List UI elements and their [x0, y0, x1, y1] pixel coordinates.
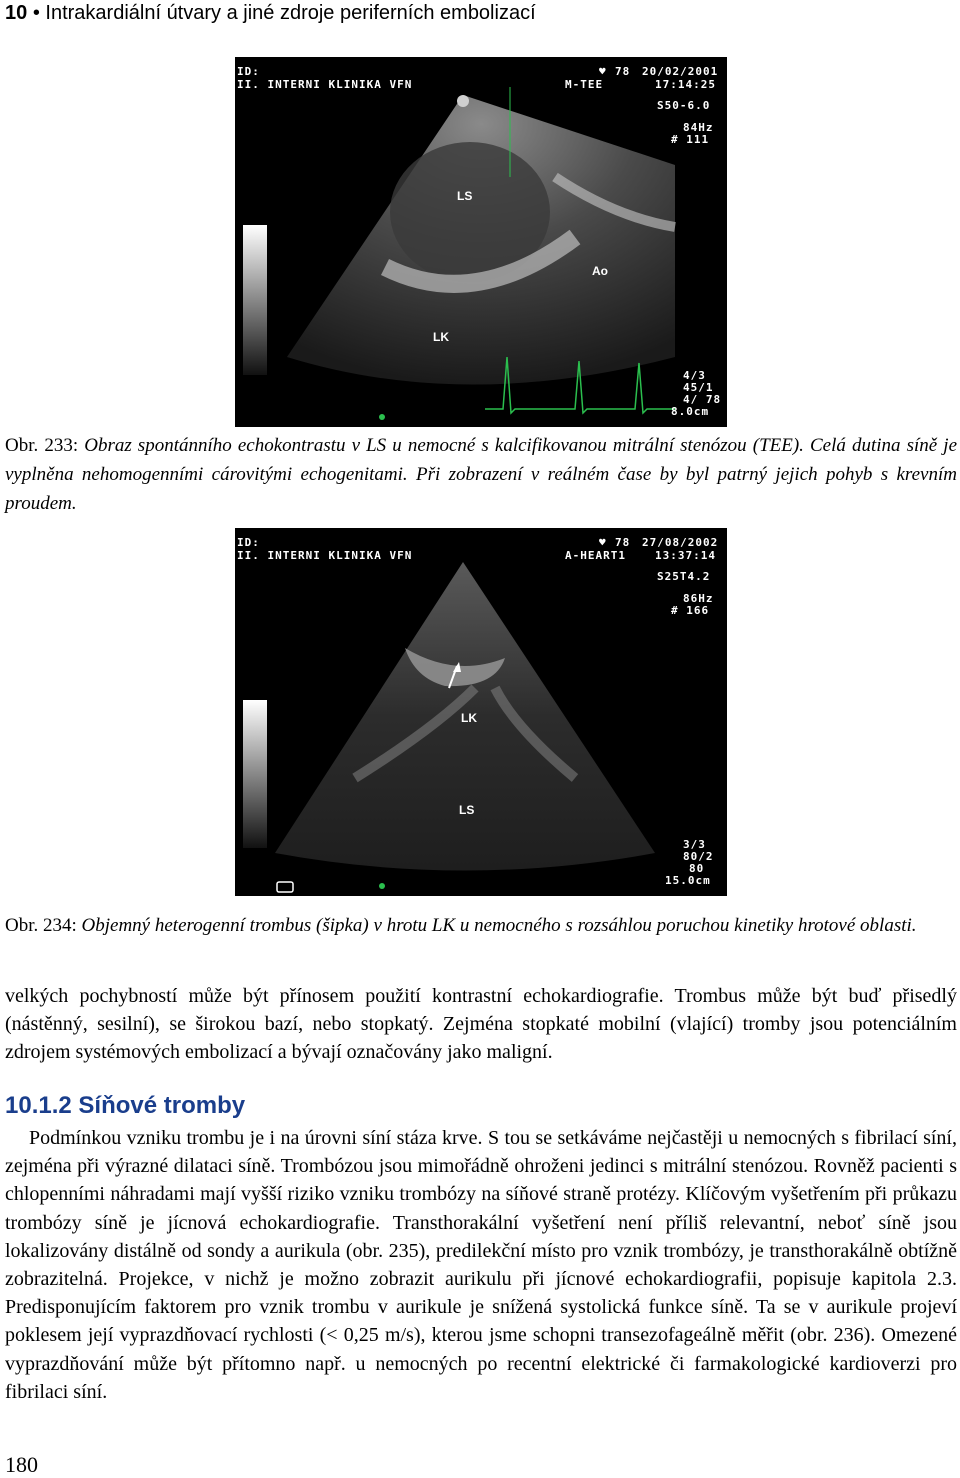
overlay-frame-no: # 166: [671, 604, 710, 617]
overlay-frame-rate: 86Hz: [683, 592, 714, 605]
caption-233-label: Obr. 233:: [5, 435, 79, 456]
overlay-date: 20/02/2001: [642, 65, 719, 78]
overlay-date: 27/08/2002: [642, 536, 719, 549]
caption-234-text: Objemný heterogenní trombus (šipka) v hrotu LK u nemocného s rozsáhlou poruchou kinetiky hrotové oblasti.: [81, 915, 917, 936]
section-number: 10.1.2: [5, 1092, 72, 1119]
overlay-heart-rate: 78: [615, 536, 631, 549]
head-separator: •: [32, 2, 40, 24]
overlay-setting-4: 8.0cm: [671, 405, 710, 418]
overlay-setting-2: 45/1: [683, 381, 714, 394]
overlay-frame-no: # 111: [671, 133, 710, 146]
overlay-setting-3: 80: [689, 862, 705, 875]
overlay-time: 17:14:25: [655, 78, 716, 91]
figure-233-caption: [5, 431, 957, 518]
label-ao: Ao: [592, 264, 608, 278]
echo-233-canvas: [235, 57, 727, 427]
overlay-mode: M-TEE: [565, 78, 604, 91]
tape-icon: [277, 882, 293, 892]
ecg-marker: [379, 883, 385, 889]
body-paragraph-2: Podmínkou vzniku trombu je i na úrovni síní stáza krve. S tou se setkáváme nejčastěji u nemocných s fibrilací síní, zejména při výrazné dilataci síně. Trombózou jsou mimořádně ohroženi jedinci s mitrální stenózou. Rovněž pacienti s chlopenními náhradami mají vyšší riziko vzniku trombózy na síňové straně protézy. Klíčovým vyšetřením při průkazu trombózy síně je jícnová echokardiografie. Transthorakální vyšetření není příliš relevantní, neboť síně jsou lokalizovány distálně od sondy a aurikula (obr. 235), predilekční místo pro vznik trombózy, je transthorakálně obtížně zobrazitelná. Projekce, v nichž je možno zobrazit aurikulu při jícnové echokardiografii, popisuje kapitola 2.3. Predisponujícím faktorem pro vznik trombu v aurikule je snížená systolická funkce síně. Ta se v aurikule projeví poklesem její vyprazdňovací rychlosti (< 0,25 m/s), kterou jsme schopni transezofageálně měřit (obr. 236). Omezené vyprazdňování může být přítomno např. u nemocných po recentní elektrické či farmakologické kardioverzi pro fibrilaci síní.: [5, 1127, 957, 1403]
probe-apex: [457, 95, 469, 107]
overlay-setting-2: 80/2: [683, 850, 714, 863]
caption-234-label: Obr. 234:: [5, 915, 77, 936]
caption-233-text: Obraz spontánního echokontrastu v LS u nemocné s kalcifikovanou mitrální stenózou (TEE). Celá dutina síně je vyplněna nehomogenními cárovitými echogenitami. Při zobrazení v reálném čase by byl patrný jejich pohyb s krevním proudem.: [5, 435, 958, 514]
figure-234-echo-image: [235, 528, 727, 896]
chapter-title: Intrakardiální útvary a jiné zdroje periferních embolizací: [45, 2, 536, 24]
overlay-heart-rate: 78: [615, 65, 631, 78]
page-number: 180: [5, 1452, 38, 1477]
figure-233-echo-image: [235, 57, 727, 427]
label-lk: LK: [461, 711, 477, 725]
label-lk: LK: [433, 330, 449, 344]
overlay-time: 13:37:14: [655, 549, 716, 562]
echo-234-canvas: [235, 528, 727, 896]
overlay-frame-rate: 84Hz: [683, 121, 714, 134]
figure-234-caption: [5, 911, 957, 940]
overlay-id: ID:: [237, 65, 260, 78]
overlay-setting-3: 4/ 78: [683, 393, 722, 406]
label-ls: LS: [459, 803, 475, 817]
overlay-setting-4: 15.0cm: [665, 874, 711, 887]
overlay-clinic: II. INTERNI KLINIKA VFN: [237, 78, 413, 91]
overlay-clinic: II. INTERNI KLINIKA VFN: [237, 549, 413, 562]
label-ls: LS: [457, 189, 473, 203]
body-paragraph-1: velkých pochybností může být přínosem použití kontrastní echokardiografie. Trombus může být buď přisedlý (nástěnný, sesilní), se širokou bazí, nebo stopkatý. Zejména stopkaté mobilní (vlající) tromby jsou potenciálním zdrojem systémových embolizací a bývají označovány jako maligní.: [5, 985, 957, 1064]
overlay-probe: S50-6.0: [657, 99, 711, 112]
running-head: [5, 0, 955, 26]
grayscale-bar: [243, 700, 267, 848]
section-title: Síňové tromby: [78, 1092, 246, 1119]
overlay-setting-1: 4/3: [683, 369, 706, 382]
heart-icon: ♥: [599, 65, 607, 78]
overlay-id: ID:: [237, 536, 260, 549]
overlay-setting-1: 3/3: [683, 838, 706, 851]
heart-icon: ♥: [599, 536, 607, 549]
chapter-number: 10: [5, 2, 28, 24]
overlay-mode: A-HEART1: [565, 549, 626, 562]
overlay-probe: S25T4.2: [657, 570, 711, 583]
section-heading: [5, 1090, 245, 1122]
grayscale-bar: [243, 225, 267, 375]
ecg-marker: [379, 414, 385, 420]
